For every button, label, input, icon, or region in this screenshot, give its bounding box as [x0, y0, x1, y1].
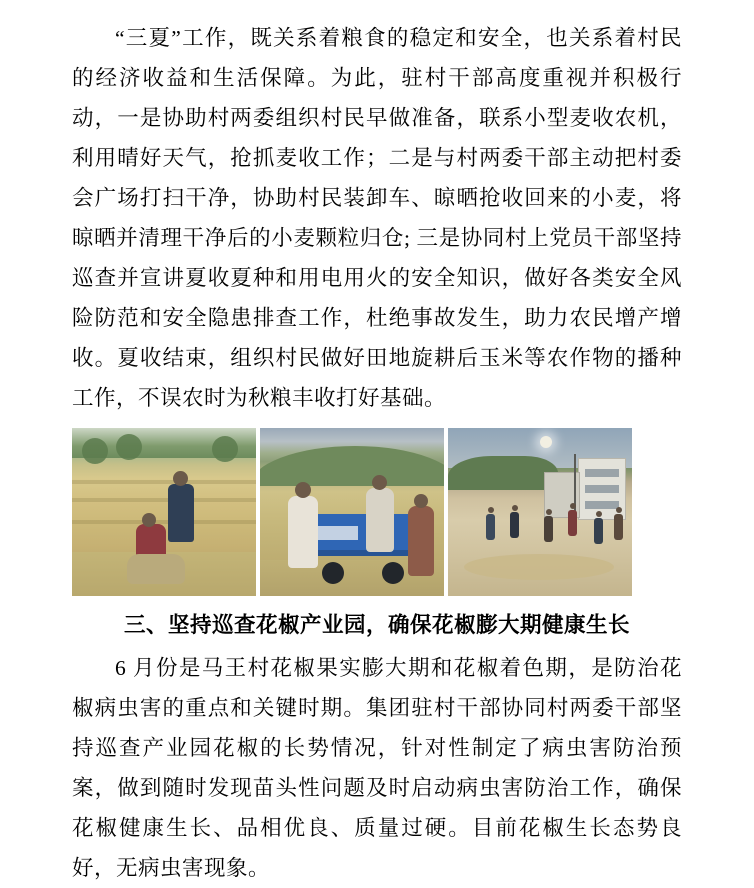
field-row: [72, 498, 256, 502]
body-paragraph-1: “三夏”工作，既关系着粮食的稳定和安全，也关系着村民的经济收益和生活保障。为此，驻村干部高度重视并积极行动，一是协助村两委组织村民早做准备，联系小型麦收农机，利用晴好天气，抢抓麦收工作；二是与村两委干部主动把村委会广场打扫干净，协助村民装卸车、晾晒抢收回来的小麦，将晾晒并清理干净后的小麦颗粒归仓; 三是协同村上党员干部坚持巡查并宣讲夏收夏种和用电用火的安全知识，做好各类安全风险防范和安全隐患排查工作，杜绝事故发生，助力农民增产增收。夏收结束，组织村民做好田地旋耕后玉米等农作物的播种工作，不误农时为秋粮丰收打好基础。: [72, 26, 682, 410]
field-row: [72, 520, 256, 524]
drying-grain-pile: [464, 554, 614, 580]
person-standing: [408, 506, 434, 576]
tree-icon: [82, 438, 108, 464]
person-loading: [366, 488, 394, 552]
person-figure: [486, 514, 495, 540]
section-heading-3: 三、坚持巡查花椒产业园，确保花椒膨大期健康生长: [123, 613, 630, 637]
sun-icon: [540, 436, 552, 448]
person-standing: [168, 484, 194, 542]
person-figure: [544, 516, 553, 542]
person-figure: [568, 510, 577, 536]
person-figure: [614, 514, 623, 540]
blue-truck: [308, 514, 416, 556]
photo-row: [72, 428, 682, 596]
field-row: [72, 480, 256, 484]
treeline-shape: [448, 456, 558, 490]
person-crouching: [136, 524, 166, 558]
person-figure: [510, 512, 519, 538]
tree-icon: [212, 436, 238, 462]
person-figure: [594, 518, 603, 544]
truck-wheel: [382, 562, 404, 584]
photo-truck-loading-wheat: [260, 428, 444, 596]
photo-wheat-field-harvest: [72, 428, 256, 596]
hill-shape: [260, 446, 444, 486]
person-loading: [288, 496, 318, 568]
truck-wheel: [322, 562, 344, 584]
tree-icon: [116, 434, 142, 460]
body-paragraph-2: 6 月份是马王村花椒果实膨大期和花椒着色期，是防治花椒病虫害的重点和关键时期。集团驻村干部协同村两委干部坚持巡查产业园花椒的长势情况，针对性制定了病虫害防治预案，做到随时发现苗头性问题及时启动病虫害防治工作，确保花椒健康生长、品相优良、质量过硬。目前花椒生长态势良好，无病虫害现象。: [72, 656, 682, 880]
grain-sack: [127, 554, 185, 584]
photo-courtyard-grain-drying: [448, 428, 632, 596]
